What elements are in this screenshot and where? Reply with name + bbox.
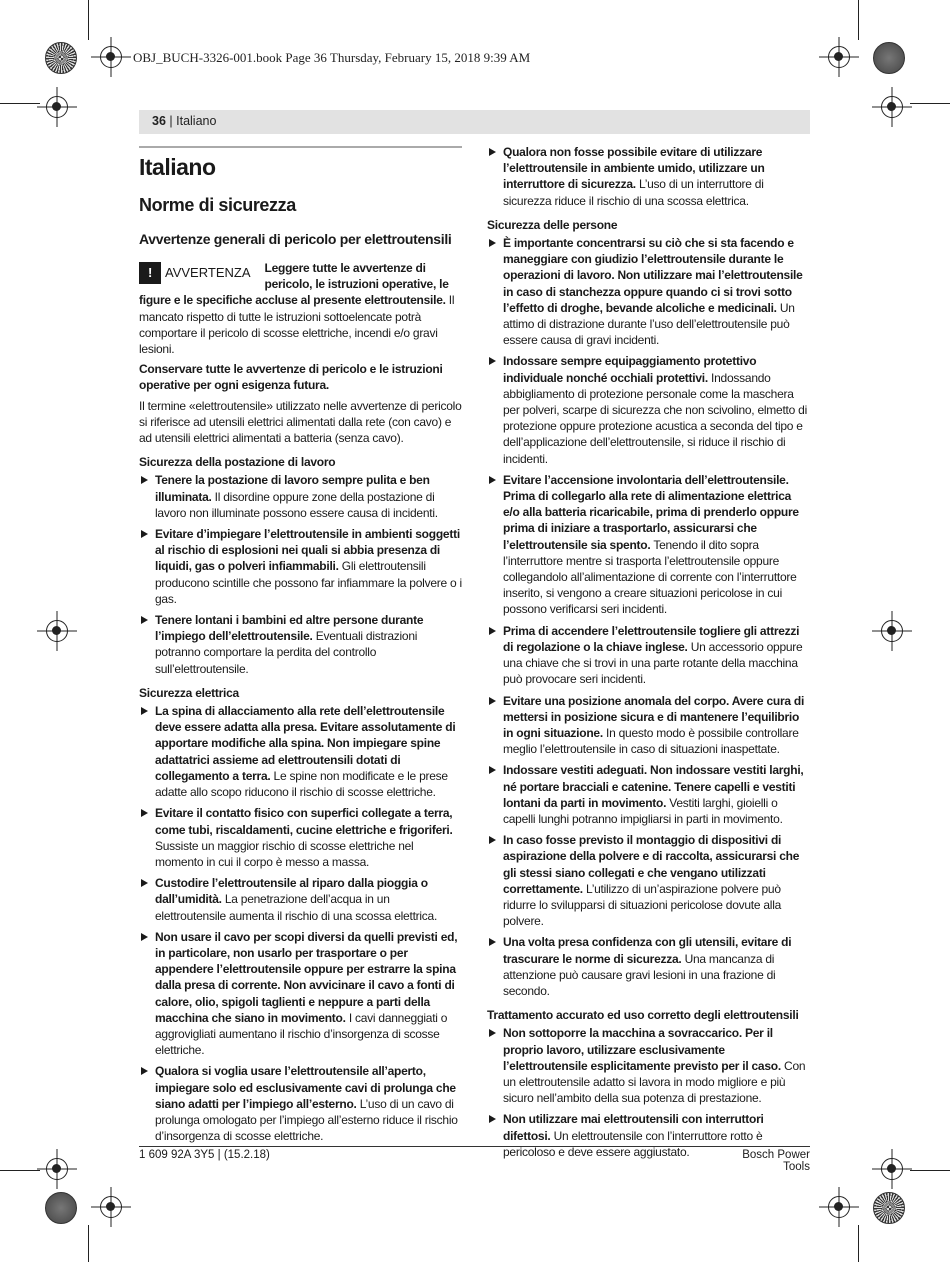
registration-mark-icon (100, 1196, 122, 1218)
crop-mark (910, 103, 950, 104)
section-heading: Sicurezza elettrica (139, 685, 239, 700)
registration-star-icon (45, 42, 77, 74)
registration-mark-icon (46, 96, 68, 118)
list-item: Prima di accendere l’elettroutensile togliere gli attrezzi di regolazione o la chiave inglese. Un accessorio oppure una chiave che si trovi in una parte rotante della macchina può provocare seri incidenti. (487, 623, 810, 688)
subsection-title: Avvertenze generali di pericolo per elettroutensili (139, 231, 452, 247)
warning-badge (139, 262, 250, 284)
title-rule (139, 146, 462, 148)
list-item: Una volta presa confidenza con gli utensili, evitare di trascurare le norme di sicurezza. Una mancanza di attenzione può causare gravi lesioni in una frazione di secondo. (487, 934, 810, 999)
crop-mark (858, 1225, 859, 1262)
page-title: Italiano (139, 154, 216, 180)
running-header (139, 110, 810, 134)
list-item: Evitare il contatto fisico con superfici collegate a terra, come tubi, riscaldamenti, cucine elettriche e frigoriferi. Sussiste un maggior rischio di scosse elettriche nel momento in cui il corpo è messo a massa. (139, 805, 462, 870)
section-personal-safety (487, 217, 810, 999)
section-electrical (139, 685, 462, 1144)
list-item: Evitare d’impiegare l’elettroutensile in ambienti soggetti al rischio di esplosioni nei quali si abbia presenza di liquidi, gas o polveri infiammabili. Gli elettroutensili producono scintille che possono far infiammare la polvere o i gas. (139, 526, 462, 607)
section-heading: Sicurezza della postazione di lavoro (139, 455, 336, 470)
list-item: È importante concentrarsi su ciò che si sta facendo e maneggiare con giudizio l’elettroutensile durante le operazioni di lavoro. Non utilizzare mai l’elettroutensile in caso di stanchezza oppure quando ci si trovi sotto l’effetto di droghe, bevande alcoliche e medicinali. Un attimo di distrazione durante l’uso dell’elettroutensile può essere causa di gravi incidenti. (487, 235, 810, 348)
list-item: Non sottoporre la macchina a sovraccarico. Per il proprio lavoro, utilizzare esclusivamente l’elettroutensile esplicitamente previsto per il caso. Con un elettroutensile adatto si lavora in modo migliore e più sicuro nell’ambito della sua potenza di prestazione. (487, 1025, 810, 1106)
list-item: La spina di allacciamento alla rete dell’elettroutensile deve essere adatta alla presa. Evitare assolutamente di apportare modifiche alla spina. Non impiegare spine adattatrici assieme ad elettroutensili dotati di collegamento a terra. Le spine non modificate e le prese adatte allo scopo riducono il rischio di scosse elettriche. (139, 703, 462, 800)
footer-brand: Bosch Power Tools (742, 1149, 810, 1173)
registration-mark-icon (828, 46, 850, 68)
section-tool-use (487, 1007, 810, 1160)
warning-block (139, 260, 462, 357)
registration-grey-icon (873, 42, 905, 74)
running-header-text (152, 114, 216, 128)
registration-mark-icon (828, 1196, 850, 1218)
section-workplace (139, 454, 462, 677)
warning-triangle-icon: ! (139, 262, 161, 284)
warning-text: Il mancato rispetto di tutte le istruzioni sottoelencate potrà comportare il pericolo di scosse elettriche, incendi e/o gravi lesioni. (139, 293, 455, 357)
section-title: Norme di sicurezza (139, 195, 296, 215)
header-section: Italiano (176, 114, 217, 128)
crop-mark (88, 1225, 89, 1262)
registration-mark-icon (881, 96, 903, 118)
footer-rule (139, 1146, 810, 1147)
crop-mark (858, 0, 859, 40)
registration-mark-icon (100, 46, 122, 68)
list-item: Non utilizzare mai elettroutensili con interruttori difettosi. Un elettroutensile con l’interruttore rotto è pericoloso e deve essere aggiustato. (487, 1111, 810, 1160)
section-heading: Sicurezza delle persone (487, 217, 618, 232)
warning-label: AVVERTENZA (165, 264, 251, 280)
page-number: 36 (152, 114, 166, 128)
registration-grey-icon (45, 1192, 77, 1224)
list-item: Tenere la postazione di lavoro sempre pulita e ben illuminata. Il disordine oppure zone della postazione di lavoro non illuminate possono essere causa di incidenti. (139, 472, 462, 521)
print-info: OBJ_BUCH-3326-001.book Page 36 Thursday, February 15, 2018 9:39 AM (133, 50, 531, 65)
registration-mark-icon (881, 620, 903, 642)
crop-mark (0, 103, 40, 104)
registration-mark-icon (881, 1158, 903, 1180)
list-item: Indossare sempre equipaggiamento protettivo individuale nonché occhiali protettivi. Indossando abbigliamento di protezione personale come la maschera per polveri, scarpe di sicurezza che non scivolino, elmetto di protezione oppure protezione acustica a seconda del tipo e dell’applicazione dell’elettroutensile, si riduce il rischio di incidenti. (487, 353, 810, 466)
registration-mark-icon (46, 1158, 68, 1180)
list-item: Custodire l’elettroutensile al riparo dalla pioggia o dall’umidità. La penetrazione dell’acqua in un elettroutensile aumenta il rischio di una scossa elettrica. (139, 875, 462, 924)
list-item: Qualora non fosse possibile evitare di utilizzare l’elettroutensile in ambiente umido, utilizzare un interruttore di sicurezza. L’uso di un interruttore di sicurezza riduce il rischio di una scossa elettrica. (487, 144, 810, 209)
list-item: Tenere lontani i bambini ed altre persone durante l’impiego dell’elettroutensile. Eventuali distrazioni potranno comportare la perdita del controllo sull’elettroutensile. (139, 612, 462, 677)
keep-instructions: Conservare tutte le avvertenze di pericolo e le istruzioni operative per ogni esigenza futura. (139, 362, 443, 393)
list-item: Non usare il cavo per scopi diversi da quelli previsti ed, in particolare, non usarlo per trasportare o per appendere l’elettroutensile oppure per estrarre la spina dalla presa di corrente. Non avvicinare il cavo a fonti di calore, olio, spigoli taglienti e neppure a parti della macchina che siano in movimento. I cavi danneggiati o aggrovigliati aumentano il rischio d’insorgenza di scosse elettriche. (139, 929, 462, 1059)
section-heading: Trattamento accurato ed uso corretto degli elettroutensili (487, 1008, 799, 1023)
crop-mark (910, 1170, 950, 1171)
definition-paragraph: Il termine «elettroutensile» utilizzato nelle avvertenze di pericolo si riferisce ad utensili elettrici alimentati dalla rete (con cavo) e ad utensili elettrici alimentati a batteria (senza cavo). (139, 398, 462, 446)
list-item: In caso fosse previsto il montaggio di dispositivi di aspirazione della polvere e di raccolta, assicurarsi che gli stessi siano collegati e che vengano utilizzati correttamente. L’utilizzo di un’aspirazione polvere può ridurre lo svilupparsi di situazioni pericolose dovute alla polvere. (487, 832, 810, 929)
footer-part-number: 1 609 92A 3Y5 | (15.2.18) (139, 1149, 270, 1161)
list-item: Qualora si voglia usare l’elettroutensile all’aperto, impiegare solo ed esclusivamente cavi di prolunga che siano adatti per l’impiego all’esterno. L’uso di un cavo di prolunga omologato per l’impiego all’esterno riduce il rischio d’insorgenza di scosse elettriche. (139, 1063, 462, 1144)
right-column (487, 144, 810, 1165)
list-item: Evitare l’accensione involontaria dell’elettroutensile. Prima di collegarlo alla rete di alimentazione elettrica e/o alla batteria ricaricabile, prima di prenderlo oppure prima di iniziare a trasportarlo, assicurarsi che l’elettroutensile sia spento. Tenendo il dito sopra l’interruttore mentre si trasporta l’elettroutensile oppure collegandolo all’alimentazione di corrente con l’interruttore inserito, si vengono a creare situazioni pericolose in cui possono verificarsi seri incidenti. (487, 472, 810, 618)
list-item: Indossare vestiti adeguati. Non indossare vestiti larghi, né portare bracciali e catenine. Tenere capelli e vestiti lontani da parti in movimento. Vestiti larghi, gioielli o capelli lunghi potranno impigliarsi in parti in movimento. (487, 762, 810, 827)
left-column (139, 146, 462, 1149)
crop-mark (0, 1170, 40, 1171)
warning-bold-text: Leggere tutte le avvertenze di pericolo, le istruzioni operative, le figure e le specifiche accluse al presente elettroutensile. (139, 261, 449, 308)
registration-mark-icon (46, 620, 68, 642)
list-item: Evitare una posizione anomala del corpo. Avere cura di mettersi in posizione sicura e di mantenere l’equilibrio in ogni situazione. In questo modo è possibile controllare meglio l’elettroutensile in caso di situazioni inaspettate. (487, 693, 810, 758)
header-separator: | (169, 114, 173, 128)
registration-star-icon (873, 1192, 905, 1224)
crop-mark (88, 0, 89, 40)
